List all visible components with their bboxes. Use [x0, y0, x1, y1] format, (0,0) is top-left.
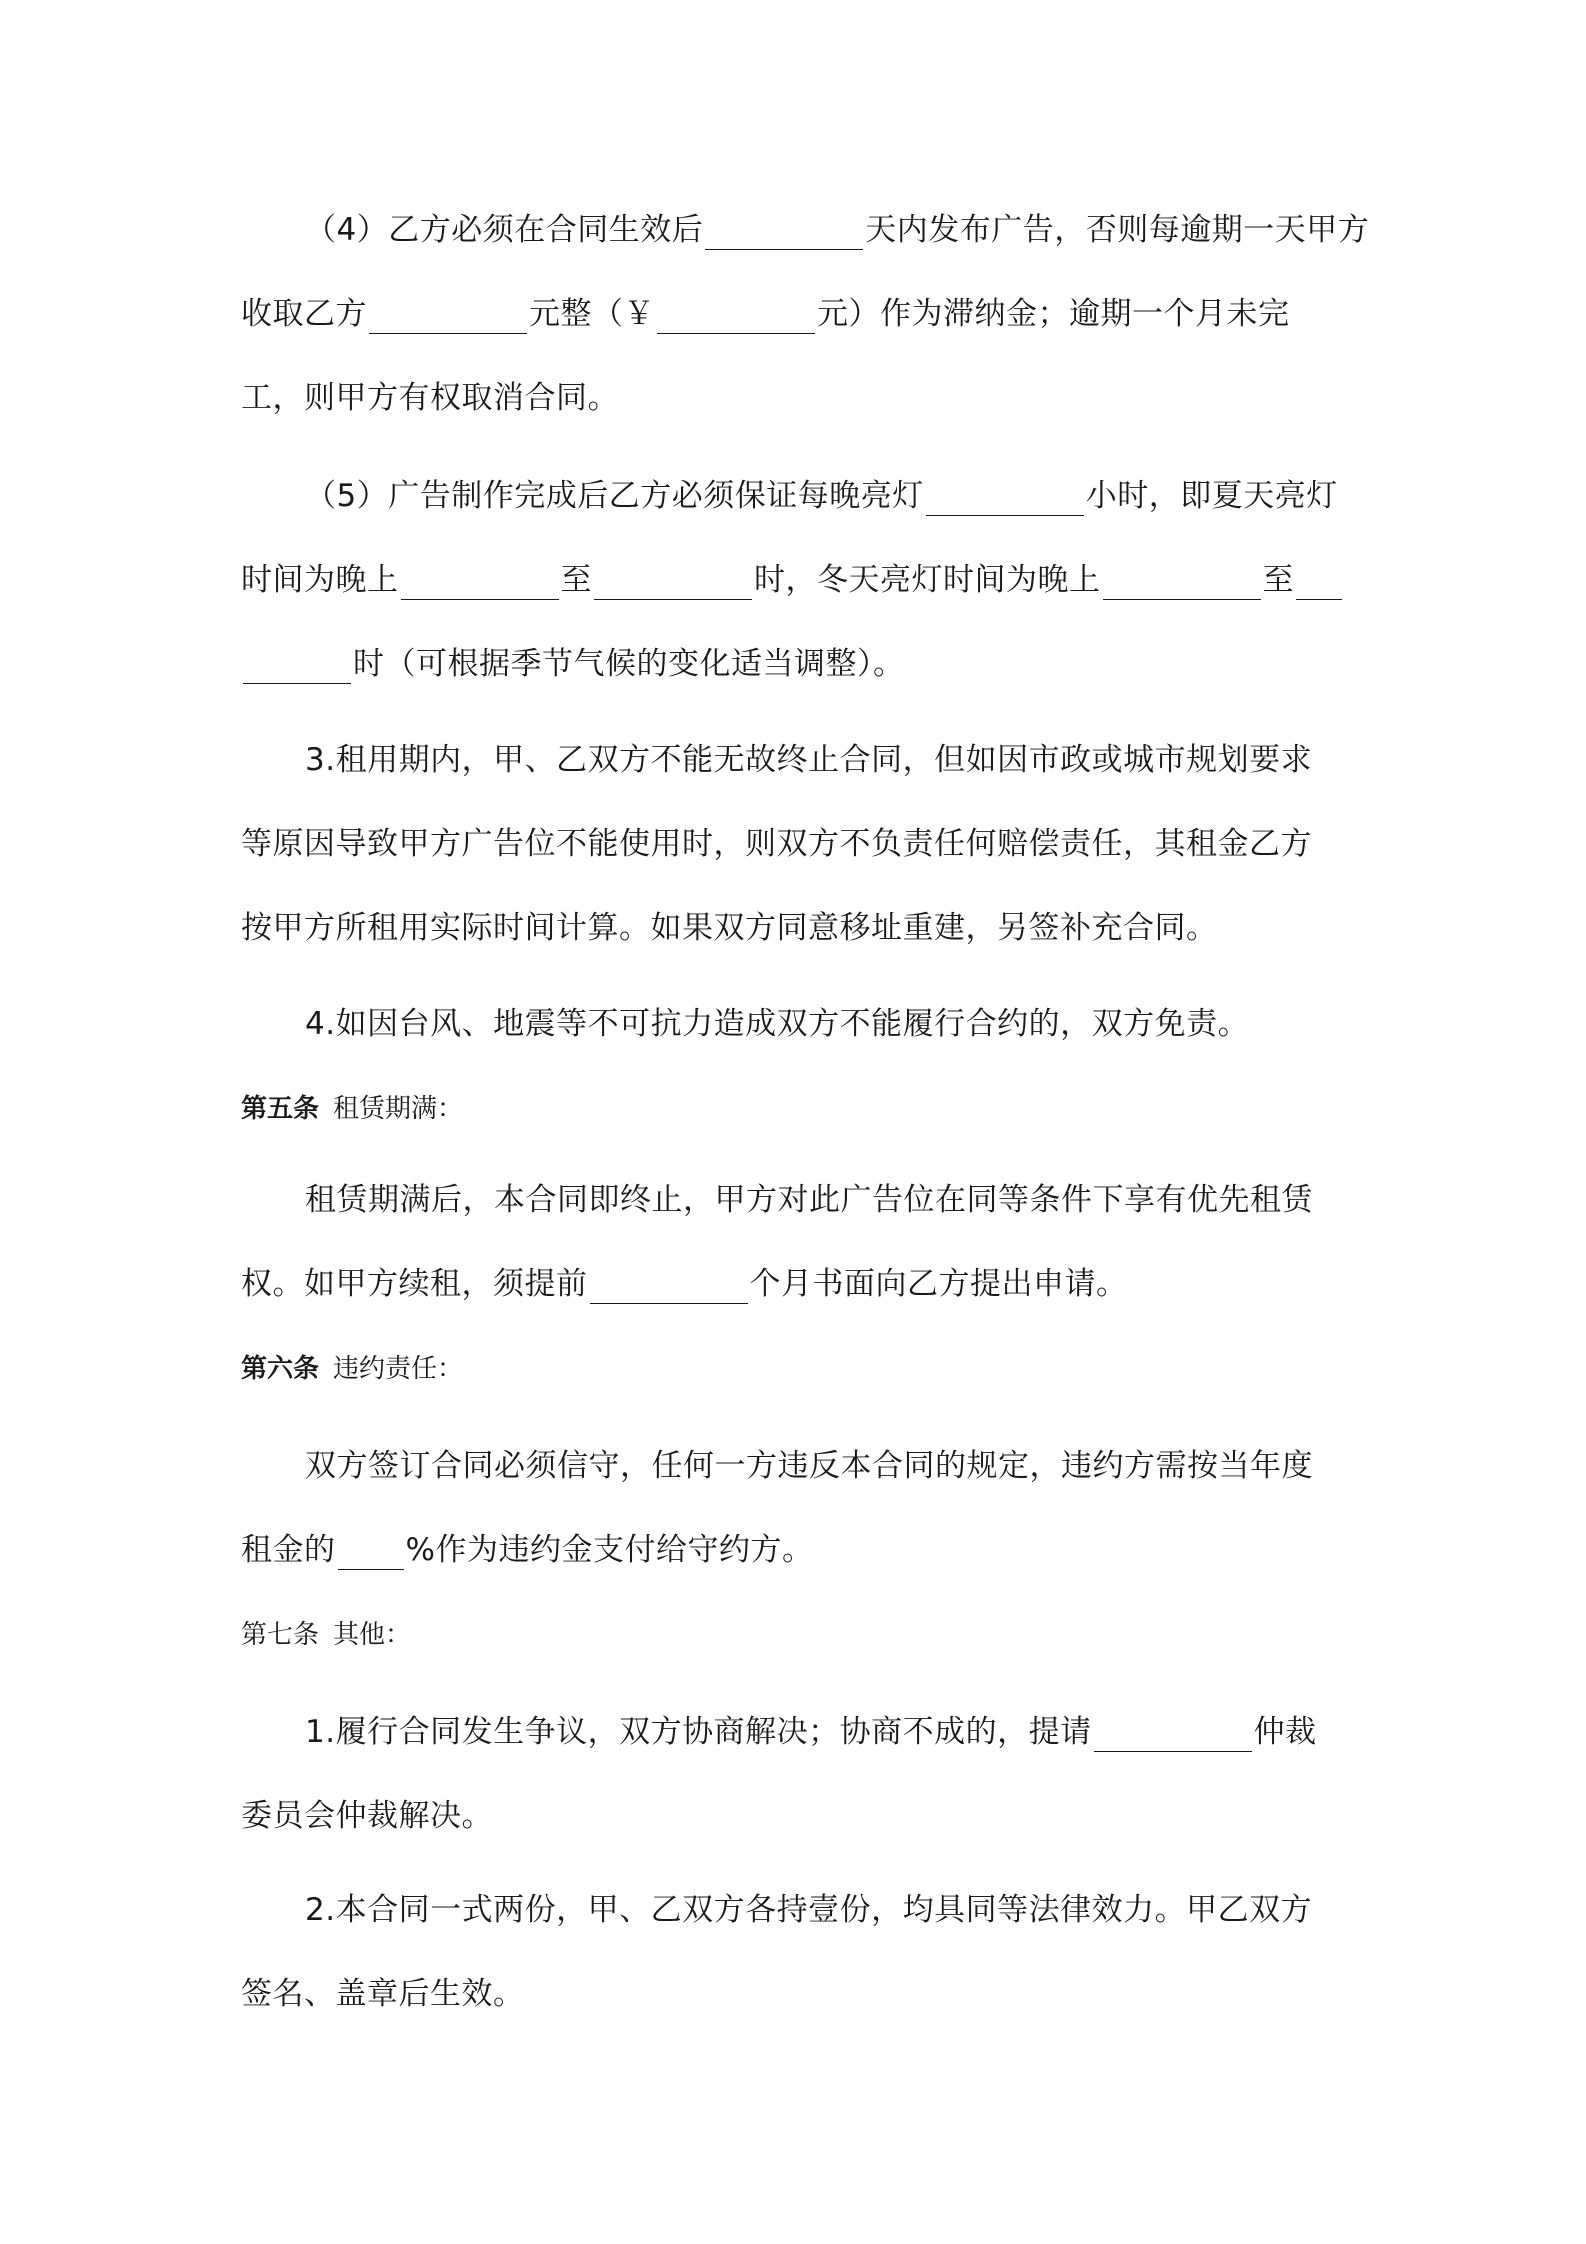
blank-field — [657, 301, 815, 334]
article-7-item-1-line-2 — [241, 1796, 493, 1836]
clause-4-5-line-1 — [305, 476, 1338, 516]
text: 委员会仲裁解决。 — [241, 1798, 493, 1834]
text: 3.租用期内，甲、乙双方不能无故终止合同，但如因市政或城市规划要求 — [305, 742, 1313, 778]
article-title: 违约责任： — [333, 1354, 464, 1384]
text: 时，冬天亮灯时间为晚上 — [754, 562, 1101, 598]
article-title: 其他： — [333, 1620, 412, 1650]
article-number: 第七条 — [241, 1620, 320, 1650]
article-7-item-1-line-1 — [305, 1712, 1317, 1752]
article-5-heading — [241, 1092, 463, 1126]
article-5-line-2 — [241, 1264, 1128, 1304]
text: 等原因导致甲方广告位不能使用时，则双方不负责任何赔偿责任，其租金乙方 — [241, 826, 1312, 862]
clause-4-item-3-line-3 — [241, 908, 1218, 948]
article-7-heading — [241, 1618, 411, 1652]
text: %作为违约金支付给守约方。 — [405, 1532, 814, 1568]
clause-4-5-line-3 — [241, 644, 905, 684]
article-7-item-2-line-2 — [241, 1974, 525, 2014]
article-number: 第五条 — [241, 1094, 320, 1124]
clause-4-item-4-line-1 — [305, 1004, 1249, 1044]
blank-field — [1296, 567, 1342, 600]
text: 至 — [560, 562, 592, 598]
clause-4-4-line-3 — [241, 378, 619, 418]
article-5-line-1 — [305, 1180, 1313, 1220]
blank-field — [243, 651, 351, 684]
text: 天内发布广告，否则每逾期一天甲方 — [865, 212, 1370, 248]
text: 双方签订合同必须信守，任何一方违反本合同的规定，违约方需按当年度 — [305, 1448, 1313, 1484]
text: 元整（￥ — [529, 296, 655, 332]
blank-field — [338, 1537, 404, 1570]
text: 工，则甲方有权取消合同。 — [241, 380, 619, 416]
text: （4）乙方必须在合同生效后 — [305, 212, 704, 248]
blank-field — [594, 567, 752, 600]
blank-field — [1103, 567, 1261, 600]
text: 时（可根据季节气候的变化适当调整）。 — [353, 646, 905, 682]
text: 租赁期满后，本合同即终止，甲方对此广告位在同等条件下享有优先租赁 — [305, 1182, 1313, 1218]
clause-4-item-3-line-1 — [305, 740, 1312, 780]
blank-field — [705, 217, 863, 250]
blank-field — [1094, 1719, 1252, 1752]
article-7-item-2-line-1 — [305, 1890, 1312, 1930]
text: 小时，即夏天亮灯 — [1085, 478, 1338, 514]
text: 4.如因台风、地震等不可抗力造成双方不能履行合约的，双方免责。 — [305, 1006, 1250, 1042]
clause-4-item-3-line-2 — [241, 824, 1312, 864]
text: 仲裁 — [1253, 1714, 1317, 1750]
text: 1.履行合同发生争议，双方协商解决；协商不成的，提请 — [305, 1714, 1092, 1750]
blank-field — [926, 483, 1084, 516]
blank-field — [369, 301, 527, 334]
text: 租金的 — [241, 1532, 336, 1568]
blank-field — [590, 1271, 748, 1304]
article-title: 租赁期满： — [333, 1094, 464, 1124]
clause-4-4-line-1 — [305, 210, 1369, 250]
text: 元）作为滞纳金；逾期一个月未完 — [817, 296, 1290, 332]
text: 权。如甲方续租，须提前 — [241, 1266, 588, 1302]
text: 时间为晚上 — [241, 562, 399, 598]
text: 个月书面向乙方提出申请。 — [749, 1266, 1128, 1302]
text: 2.本合同一式两份，甲、乙双方各持壹份，均具同等法律效力。甲乙双方 — [305, 1892, 1313, 1928]
text: 收取乙方 — [241, 296, 367, 332]
text: 按甲方所租用实际时间计算。如果双方同意移址重建，另签补充合同。 — [241, 910, 1218, 946]
clause-4-5-line-2 — [241, 560, 1344, 600]
article-6-line-2 — [241, 1530, 813, 1570]
text: 签名、盖章后生效。 — [241, 1976, 525, 2012]
text: 至 — [1262, 562, 1294, 598]
clause-4-4-line-2 — [241, 294, 1290, 334]
article-number: 第六条 — [241, 1354, 320, 1384]
text: （5）广告制作完成后乙方必须保证每晚亮灯 — [305, 478, 924, 514]
article-6-heading — [241, 1352, 463, 1386]
blank-field — [401, 567, 559, 600]
article-6-line-1 — [305, 1446, 1313, 1486]
